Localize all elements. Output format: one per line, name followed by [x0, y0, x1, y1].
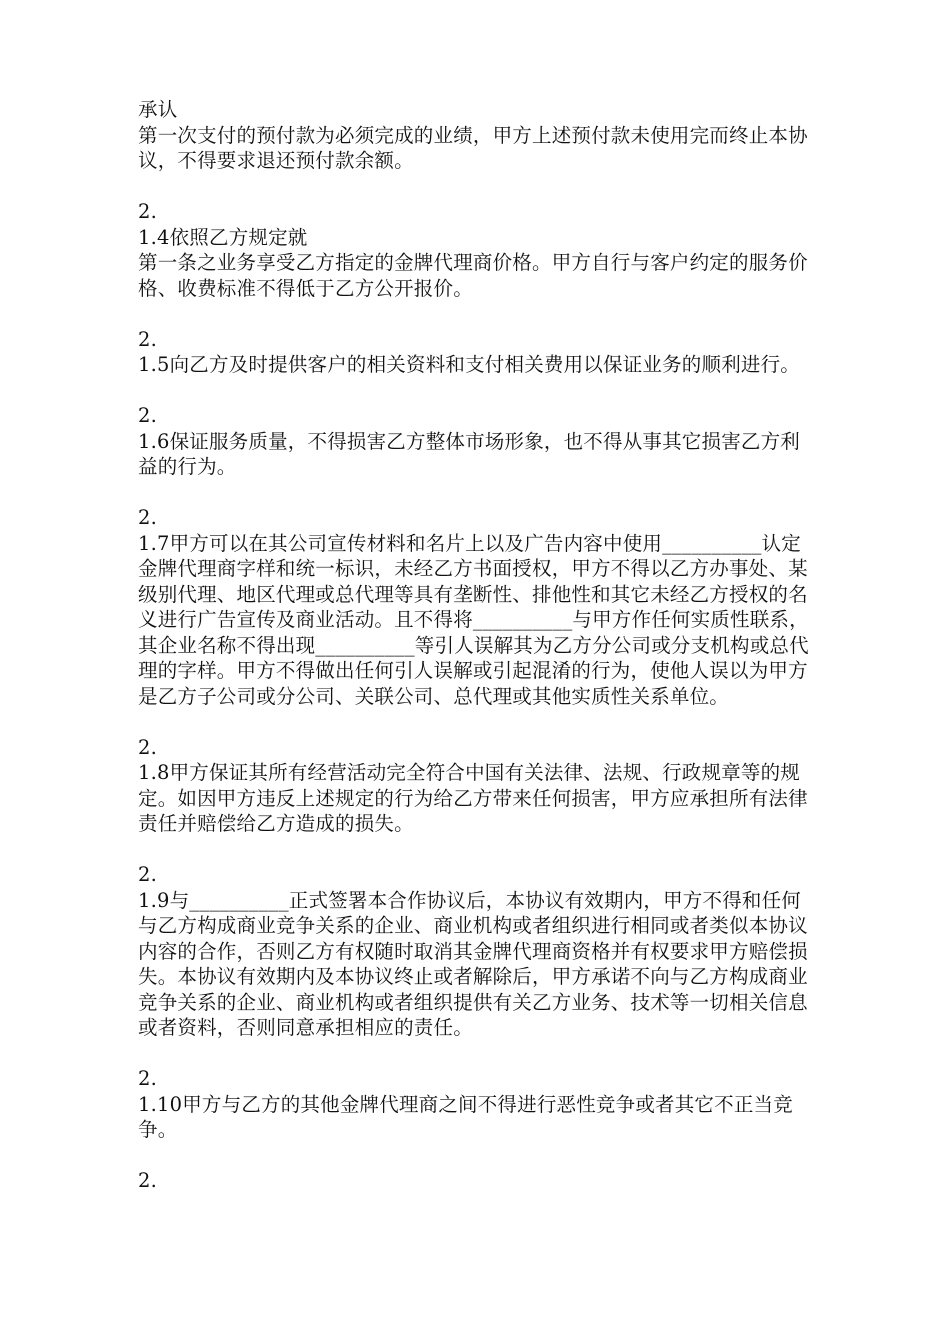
- blank-line: [138, 837, 816, 863]
- clause-heading: 1.4依照乙方规定就: [138, 225, 308, 249]
- blank-line: [138, 174, 816, 200]
- section-number: 2.: [138, 200, 158, 223]
- paragraph: 承认: [138, 98, 178, 121]
- section-number: 2.: [138, 735, 158, 759]
- blank-line: [138, 480, 816, 506]
- section-number: 2.: [138, 404, 158, 427]
- section-number: 2.: [138, 863, 158, 886]
- section-number: 2.: [138, 1169, 158, 1192]
- paragraph: 第一次支付的预付款为必须完成的业绩，甲方上述预付款未使用完而终止本协议，不得要求退还预付款余额。: [138, 123, 808, 172]
- blank-line: [138, 378, 816, 404]
- clause-paragraph: 1.8甲方保证其所有经营活动完全符合中国有关法律、法规、行政规章等的规定。如因甲方违反上述规定的行为给乙方带来任何损害，甲方应承担所有法律责任并赔偿给乙方造成的损失。: [138, 761, 808, 835]
- blank-line: [138, 301, 816, 327]
- clause-paragraph: 1.6保证服务质量，不得损害乙方整体市场形象，也不得从事其它损害乙方利益的行为。: [138, 429, 801, 478]
- clause-paragraph: 1.9与__________正式签署本合作协议后，本协议有效期内，甲方不得和任何与乙方构成商业竞争关系的企业、商业机构或者组织进行相同或者类似本协议内容的合作，否则乙方有权随时取消其金牌代理商资格并有权要求甲方赔偿损失。本协议有效期内及本协议终止或者解除后，甲方承诺不向与乙方构成商业竞争关系的企业、商业机构或者组织提供有关乙方业务、技术等一切相关信息或者资料，否则同意承担相应的责任。: [138, 888, 808, 1039]
- clause-paragraph: 1.5向乙方及时提供客户的相关资料和支付相关费用以保证业务的顺利进行。: [138, 353, 801, 376]
- clause-paragraph: 1.10甲方与乙方的其他金牌代理商之间不得进行恶性竞争或者其它不正当竞争。: [138, 1092, 793, 1141]
- clause-paragraph: 1.7甲方可以在其公司宣传材料和名片上以及广告内容中使用__________认定金牌代理商字样和统一标识，未经乙方书面授权，甲方不得以乙方办事处、某级别代理、地区代理或总代理等具有垄断性、排他性和其它未经乙方授权的名义进行广告宣传及商业活动。且不得将__________与甲方作任何实质性联系，其企业名称不得出现__________等引人误解其为乙方分公司或分支机构或总代理的字样。甲方不得做出任何引人误解或引起混淆的行为，使他人误以为甲方是乙方子公司或分公司、关联公司、总代理或其他实质性关系单位。: [138, 531, 809, 708]
- paragraph: 第一条之业务享受乙方指定的金牌代理商价格。甲方自行与客户约定的服务价格、收费标准不得低于乙方公开报价。: [138, 251, 808, 300]
- blank-line: [138, 709, 816, 735]
- blank-line: [138, 1041, 816, 1067]
- section-number: 2.: [138, 1067, 158, 1090]
- document-body: [138, 97, 816, 1194]
- section-number: 2.: [138, 506, 158, 529]
- blank-line: [138, 1143, 816, 1169]
- section-number: 2.: [138, 327, 158, 351]
